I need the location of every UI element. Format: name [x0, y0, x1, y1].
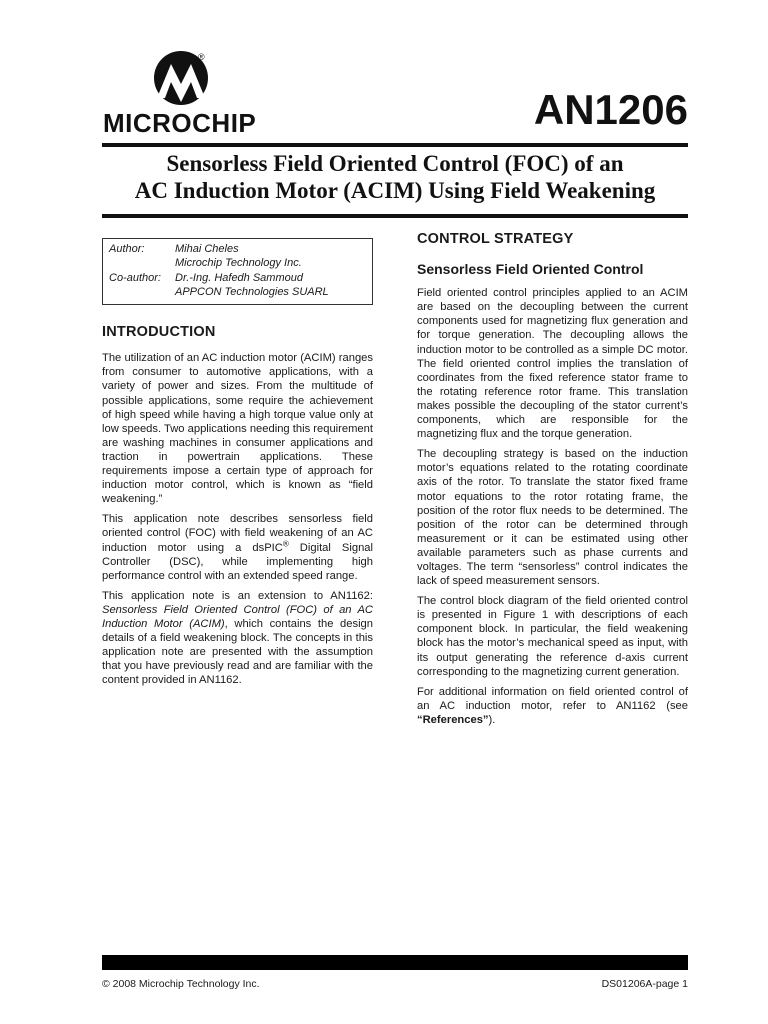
footer-page-number: DS01206A-page 1 [601, 978, 688, 990]
author-box [102, 238, 373, 305]
author-org: Microchip Technology Inc. [175, 257, 302, 270]
sensorless-foc-subheading: Sensorless Field Oriented Control [417, 261, 644, 278]
control-paragraph-4: For additional information on field oriented control of an AC induction motor, refer to AN1162 (see “References”). [417, 685, 688, 726]
author-name: Mihai Cheles [175, 243, 239, 255]
coauthor-org: APPCON Technologies SUARL [175, 285, 329, 298]
control-paragraph-2: The decoupling strategy is based on the induction motor’s equations related to the rotating coordinate axis of the rotor. To translate the stator fixed frame motor equations to the rotor rotating frame, the position of the rotor flux needs to be determined. The position of the rotor can be determined through measurement or it can be estimated using other available parameters such as phase currents and voltages. The term “sensorless” control indicates the lack of speed measurement sensors. [417, 448, 688, 588]
references-link[interactable]: “References” [417, 713, 489, 726]
control-paragraph-3: The control block diagram of the field oriented control is presented in Figure 1 with descriptions of each component block. In particular, the field weakening block has the motor’s mechanical speed as input, with its output generating the reference d-axis current corresponding to the magnetizing current generation. [417, 595, 688, 678]
intro-paragraph-3: This application note is an extension to AN1162: Sensorless Field Oriented Control (FOC) of an AC Induction Motor (ACIM), which contains the design details of a field weakening block. The concepts in this application note are presented with the assumption that you have previously read and are familiar with the content provided in AN1162. [102, 589, 373, 687]
intro-paragraph-1: The utilization of an AC induction motor (ACIM) ranges from consumer to automotive applications, with a variety of power and sizes. From the multitude of possible applications, some require the achievement of high speed while having a high torque value only at low speeds. Two applications needing this requirement are washing machines in consumer applications and traction in powertrain applications. These requirements impose a certain type of approach for induction motor control, which is known as “field weakening.” [102, 352, 373, 506]
registered-mark: ® [198, 52, 205, 62]
title-line-1: Sensorless Field Oriented Control (FOC) of an [166, 151, 624, 176]
coauthor-label: Co-author: [109, 271, 161, 284]
logo-wordmark: MICROCHIP [103, 108, 257, 138]
header-rule-bottom [102, 214, 688, 218]
footer-copyright: © 2008 Microchip Technology Inc. [102, 978, 260, 990]
header-rule-top [102, 143, 688, 147]
title-line-2: AC Induction Motor (ACIM) Using Field Weakening [134, 178, 656, 203]
right-column [417, 232, 688, 733]
footer-bar [102, 955, 688, 970]
control-strategy-heading: CONTROL STRATEGY [417, 231, 574, 247]
app-note-number: AN1206 [533, 86, 688, 133]
control-paragraph-1: Field oriented control principles applied to an ACIM are based on the decoupling between the current components used for magnetizing flux generation and for torque generation. The decoupling allows the induction motor to be controlled as a simple DC motor. The field oriented control implies the translation of coordinates from the fixed reference stator frame to the rotating reference rotor frame. This translation makes possible the decoupling of the stator current’s components, which are responsible for the magnetizing flux and the torque generation. [417, 287, 688, 441]
document-title [102, 150, 688, 204]
intro-paragraph-2: This application note describes sensorless field oriented control (FOC) with field weakening of an AC induction motor using a dsPIC® Digital Signal Controller (DSC), while implementing high performance control with an extended speed range. [102, 513, 373, 582]
left-column [102, 238, 373, 693]
author-label: Author: [109, 243, 145, 255]
introduction-heading: INTRODUCTION [102, 324, 216, 341]
coauthor-name: Dr.-Ing. Hafedh Sammoud [175, 271, 303, 284]
